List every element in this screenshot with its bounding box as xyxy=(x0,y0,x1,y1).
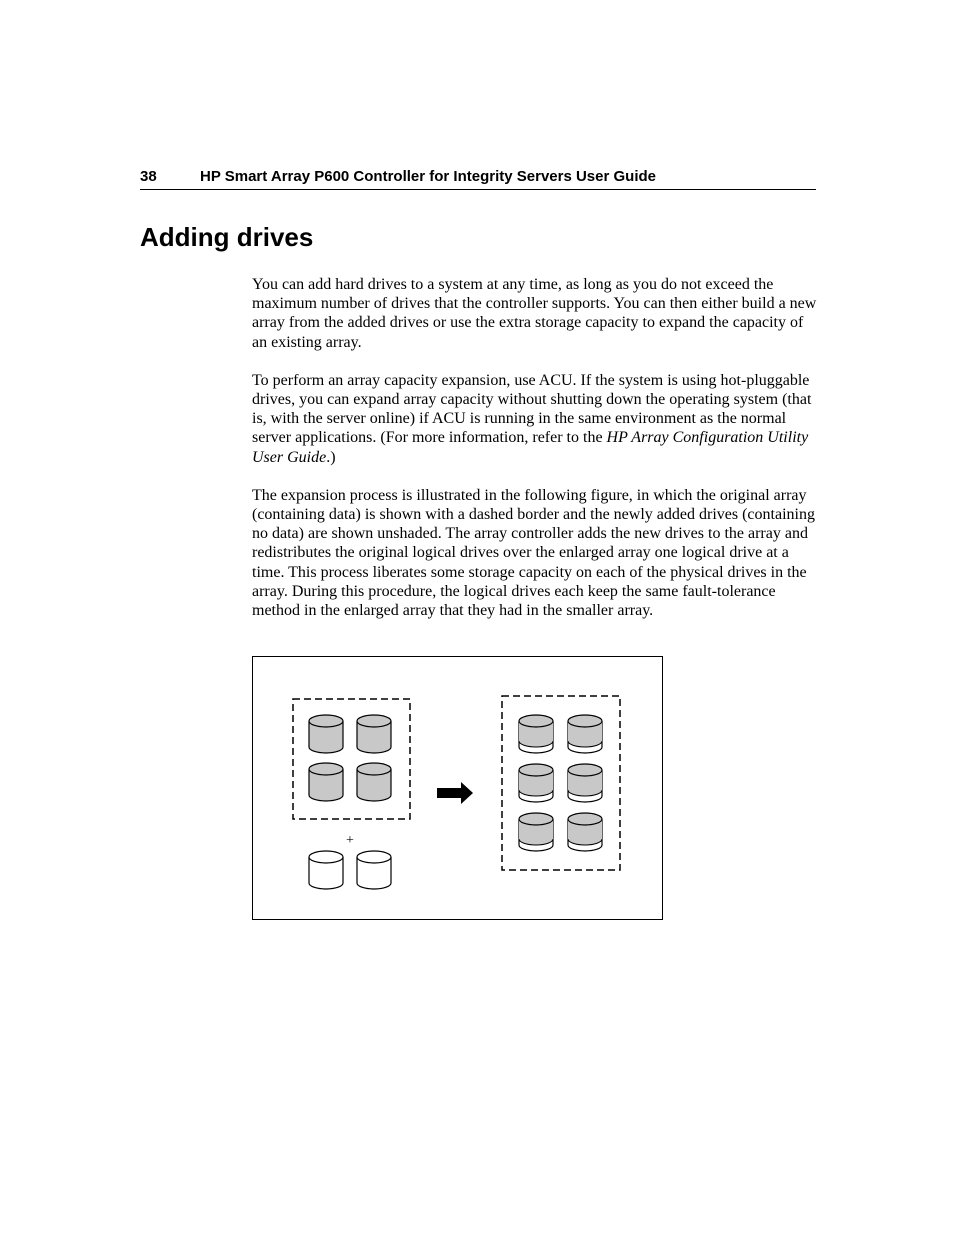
enlarged-array-drive xyxy=(519,764,553,802)
paragraph-2 xyxy=(252,371,818,467)
original-drive xyxy=(309,763,343,801)
page-header xyxy=(140,168,816,190)
plus-sign: + xyxy=(346,833,354,848)
paragraph-3: The expansion process is illustrated in the following figure, in which the original array (containing data) is shown with a dashed border and the newly added drives (containing no data) are shown unshaded. The array controller adds the new drives to the array and redistributes the original logical drives over the enlarged array one logical drive at a time. This process liberates some storage capacity on each of the physical drives in the array. During this procedure, the logical drives each keep the same fault-tolerance method in the enlarged array that they had in the smaller array. xyxy=(252,486,815,620)
original-drive xyxy=(309,715,343,753)
original-drive xyxy=(357,763,391,801)
array-expansion-figure xyxy=(252,656,663,920)
page-number: 38 xyxy=(140,168,157,185)
enlarged-array-drive xyxy=(568,764,602,802)
figure-drawing xyxy=(253,657,662,919)
enlarged-array-drive xyxy=(519,715,553,753)
new-drive xyxy=(309,851,343,889)
enlarged-array-drive xyxy=(519,813,553,851)
original-array-border xyxy=(293,699,410,819)
enlarged-array-drive xyxy=(568,813,602,851)
section-heading: Adding drives xyxy=(140,222,314,252)
body-text xyxy=(252,275,818,639)
new-drive xyxy=(357,851,391,889)
enlarged-array-drive xyxy=(568,715,602,753)
paragraph-2-text-a: To perform an array capacity expansion, use ACU. If the system is using hot-pluggable drives, you can expand array capacity without shutting down the operating system (that is, with the server online) if ACU is running in the same environment as the normal server applications. (For more information, refer to the xyxy=(252,371,812,447)
right-arrow-icon xyxy=(437,782,473,804)
paragraph-2-text-b: .) xyxy=(326,448,336,466)
paragraph-1: You can add hard drives to a system at any time, as long as you do not exceed the maximum number of drives that the controller supports. You can then either build a new array from the added drives or use the extra storage capacity to expand the capacity of an existing array. xyxy=(252,276,817,351)
guide-title-reference: HP Array Configuration Utility User Guide xyxy=(252,429,809,466)
original-drive xyxy=(357,715,391,753)
running-title: HP Smart Array P600 Controller for Integrity Servers User Guide xyxy=(200,168,656,185)
